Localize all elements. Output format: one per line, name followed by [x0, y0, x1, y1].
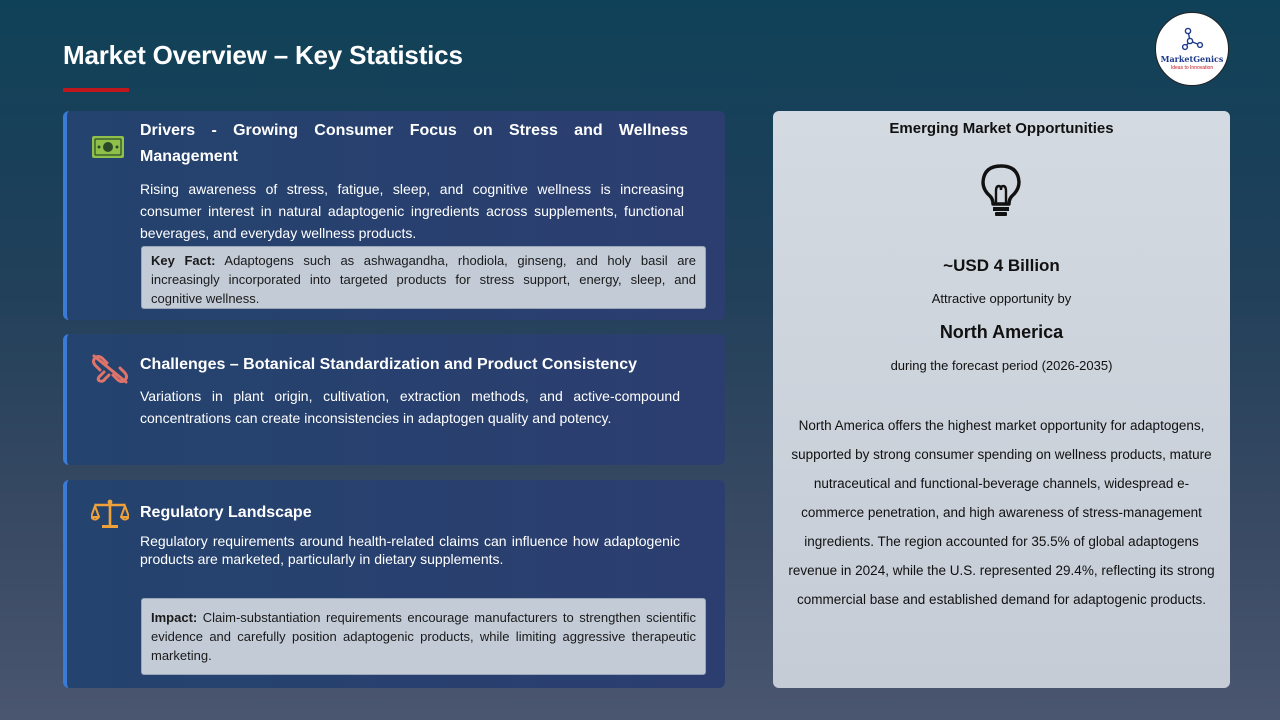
drivers-title: Drivers - Growing Consumer Focus on Stress and Wellness Management	[140, 122, 688, 165]
opportunity-subtitle: Attractive opportunity by	[931, 291, 1072, 306]
opportunity-description: North America offers the highest market opportunity for adaptogens, supported by strong consumer spending on wellness products, mature nutraceutical and functional-beverage channels, widespread e-commerce penetration, and high awareness of stress-management ingredients. The region accounted for 35.5% of global adaptogens revenue in 2024, while the U.S. represented 29.4%, reflecting its strong commercial base and established demand for adaptogenic products.	[788, 418, 1215, 607]
key-fact-box	[141, 246, 706, 309]
regulatory-title: Regulatory Landscape	[140, 504, 312, 521]
scales-icon	[91, 498, 129, 535]
impact-text: Claim-substantiation requirements encourage manufacturers to strengthen scientific evidence and carefully position adaptogenic products, while limiting aggressive therapeutic marketing.	[151, 610, 696, 663]
panel-title: Emerging Market Opportunities	[889, 120, 1114, 137]
logo-name: MarketGenics	[1160, 54, 1224, 64]
impact-box	[141, 598, 706, 675]
broken-link-icon	[91, 354, 129, 389]
drivers-body: Rising awareness of stress, fatigue, sleep, and cognitive wellness is increasing consumer interest in natural adaptogenic ingredients across supplements, functional beverages, and everyday wellness products.	[140, 181, 684, 241]
lightbulb-icon	[978, 163, 1024, 222]
page-title: Market Overview – Key Statistics	[63, 40, 463, 70]
logo-tagline: Ideas to Innovation	[1170, 65, 1214, 71]
regulatory-body: Regulatory requirements around health-related claims can influence how adaptogenic products are marketed, particularly in dietary supplements.	[140, 533, 680, 567]
molecule-logo-icon	[1182, 27, 1204, 51]
opportunity-value: ~USD 4 Billion	[943, 256, 1060, 275]
money-icon	[91, 135, 125, 164]
forecast-period: during the forecast period (2026-2035)	[890, 358, 1113, 373]
key-fact-label: Key Fact:	[151, 253, 216, 268]
challenges-body: Variations in plant origin, cultivation, extraction methods, and active-compound concentrations can create inconsistencies in adaptogen quality and potency.	[140, 388, 680, 426]
opportunity-region: North America	[939, 322, 1064, 342]
drivers-card	[63, 111, 725, 320]
regulatory-card	[63, 480, 725, 688]
opportunities-panel	[773, 111, 1230, 688]
title-underline	[63, 88, 129, 92]
challenges-title: Challenges – Botanical Standardization and Product Consistency	[140, 356, 637, 373]
key-fact-text: Adaptogens such as ashwagandha, rhodiola, ginseng, and holy basil are increasingly incorporated into targeted products for stress support, energy, sleep, and cognitive wellness.	[151, 253, 696, 306]
challenges-card	[63, 334, 725, 465]
impact-label: Impact:	[151, 610, 198, 625]
company-logo	[1155, 12, 1229, 86]
